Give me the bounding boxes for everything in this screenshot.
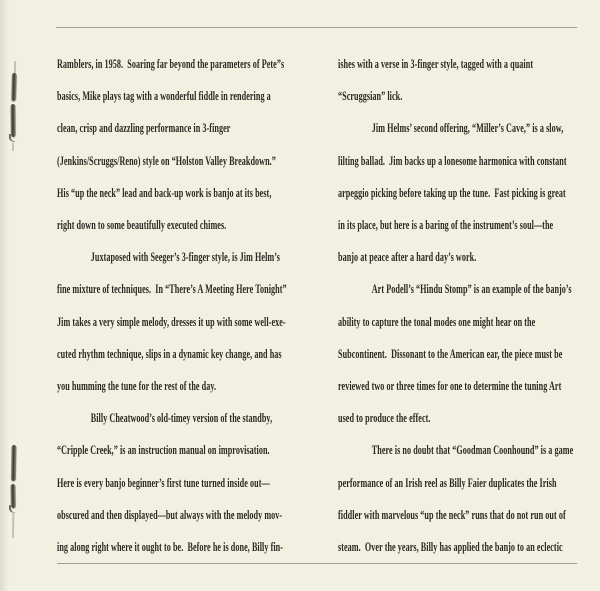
- text-line: His “up the neck” lead and back-up work is banjo at its best,: [57, 184, 272, 200]
- text-line: Ramblers, in 1958. Soaring far beyond the parameters of Pete”s: [57, 56, 285, 71]
- text-line: basics, Mike plays tag with a wonderful fiddle in rendering a: [57, 88, 271, 104]
- text-line: banjo at peace after a hard day’s work.: [338, 249, 477, 265]
- text-line: ing along right where it ought to be. Before he is done, Billy fin-: [57, 539, 284, 555]
- text-line: Billy Cheatwood’s old-timey version of the standby,: [90, 410, 273, 426]
- text-line: fiddler with marvelous “up the neck” runs that do not run out of: [338, 506, 566, 522]
- right-text-column: [338, 48, 581, 563]
- text-line: obscured and then displayed—but always with the melody mov-: [57, 506, 283, 522]
- text-line: ishes with a verse in 3-finger style, tagged with a quaint: [338, 56, 534, 71]
- text-line: There is no doubt that “Goodman Coonhound” is a game: [371, 442, 574, 458]
- text-line: reviewed two or three times for one to determine the tuning Art: [338, 378, 562, 394]
- top-divider-rule: [56, 27, 577, 28]
- staple-segment: [11, 445, 17, 481]
- staple-segment: [10, 484, 15, 508]
- left-text-column: [57, 48, 300, 563]
- page-left-edge-shadow: [0, 0, 9, 591]
- text-line: fine mixture of techniques. In “There’s A Meeting Here Tonight”: [57, 281, 287, 297]
- text-line: right down to some beautifully executed chimes.: [57, 217, 227, 233]
- text-line: Jim Helms’ second offering, “Miller’s Cave,” is a slow,: [371, 120, 564, 136]
- text-line: you humming the tune for the rest of the day.: [57, 378, 217, 394]
- text-line: steam. Over the years, Billy has applied the banjo to an eclectic: [338, 539, 563, 555]
- text-line: arpeggio picking before taking up the tune. Fast picking is great: [338, 184, 566, 200]
- text-line: “Scruggsian” lick.: [338, 88, 403, 104]
- text-line: Juxtaposed with Seeger’s 3-finger style, is Jim Helm’s: [90, 249, 280, 265]
- staple-icon: [10, 73, 18, 143]
- text-line: Art Podell’s “Hindu Stomp” is an example of the banjo’s: [371, 281, 572, 297]
- text-line: (Jenkins/Scruggs/Reno) style on “Holston Valley Breakdown.”: [57, 152, 276, 168]
- staple-icon: [10, 445, 17, 512]
- text-line: Here is every banjo beginner’s first tune turned inside out—: [57, 474, 270, 490]
- text-line: in its place, but here is a baring of the instrument’s soul—the: [338, 217, 554, 233]
- text-line: clean, crisp and dazzling performance in 3-finger: [57, 120, 231, 136]
- text-line: cuted rhythm technique, slips in a dynamic key change, and has: [57, 345, 282, 361]
- text-line: performance of an Irish reel as Billy Faier duplicates the Irish: [338, 474, 557, 490]
- text-line: lilting ballad. Jim backs up a lonesome harmonica with constant: [338, 152, 567, 168]
- binding-thread: [12, 143, 14, 151]
- binding-thread: [14, 61, 16, 73]
- staple-segment: [11, 73, 17, 101]
- staple-segment: [11, 104, 16, 137]
- text-line: ability to capture the tonal modes one might hear on the: [338, 313, 536, 329]
- text-line: Subcontinent. Dissonant to the American ear, the piece must be: [338, 345, 563, 361]
- text-line: used to produce the effect.: [338, 410, 431, 426]
- text-line: “Cripple Creek,” is an instruction manual on improvisation.: [57, 442, 270, 458]
- text-line: Jim takes a very simple melody, dresses it up with some well-exe-: [57, 313, 286, 329]
- binding-thread: [12, 512, 14, 538]
